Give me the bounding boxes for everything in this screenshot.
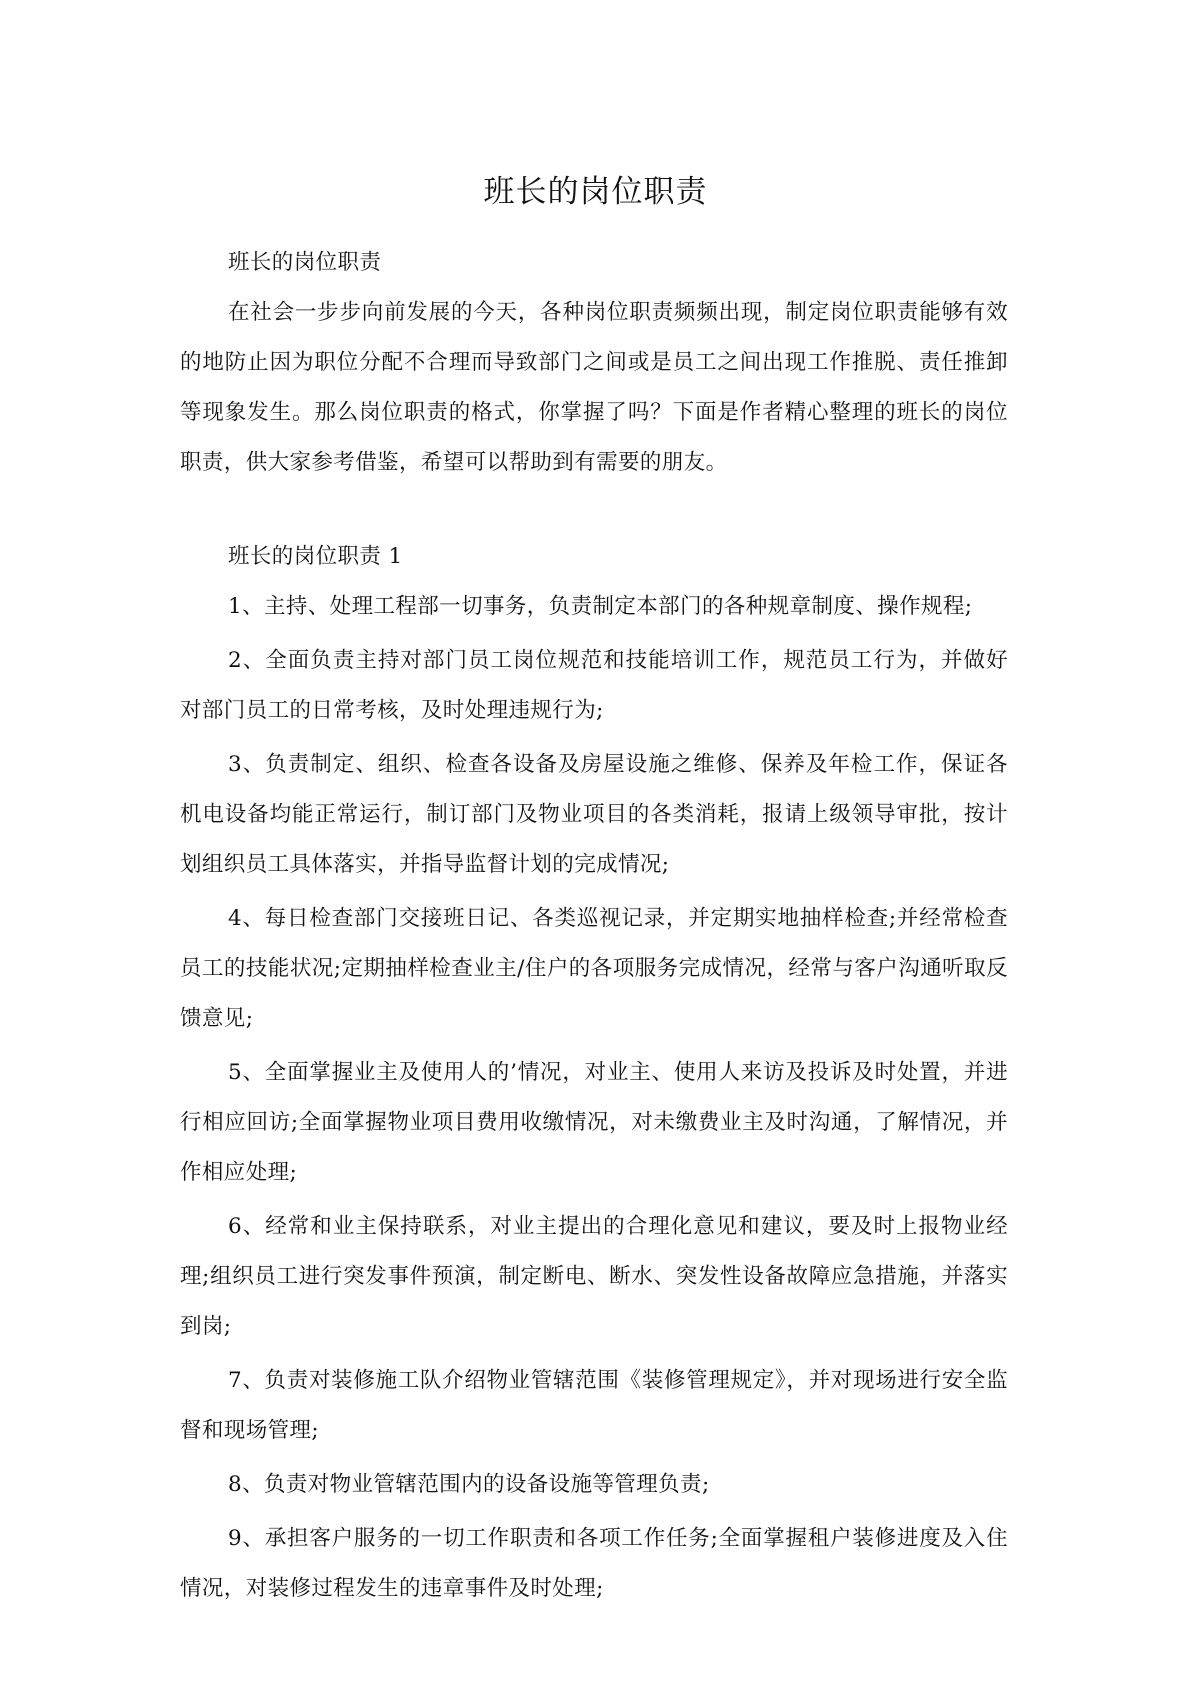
duty-item: 2、全面负责主持对部门员工岗位规范和技能培训工作，规范员工行为，并做好对部门员工的日常考核，及时处理违规行为; bbox=[180, 648, 1008, 723]
duty-item: 8、负责对物业管辖范围内的设备设施等管理负责; bbox=[228, 1472, 710, 1497]
subtitle: 班长的岗位职责 bbox=[228, 250, 382, 275]
duty-item: 6、经常和业主保持联系，对业主提出的合理化意见和建议，要及时上报物业经理;组织员工进行突发事件预演，制定断电、断水、突发性设备故障应急措施，并落实到岗; bbox=[180, 1214, 1008, 1339]
intro-paragraph: 在社会一步步向前发展的今天，各种岗位职责频频出现，制定岗位职责能够有效的地防止因为职位分配不合理而导致部门之间或是员工之间出现工作推脱、责任推卸等现象发生。那么岗位职责的格式，你掌握了吗？下面是作者精心整理的班长的岗位职责，供大家参考借鉴，希望可以帮助到有需要的朋友。 bbox=[180, 300, 1008, 475]
duty-item: 1、主持、处理工程部一切事务，负责制定本部门的各种规章制度、操作规程; bbox=[228, 594, 973, 619]
document-body bbox=[180, 238, 1008, 1618]
duty-item: 9、承担客户服务的一切工作职责和各项工作任务;全面掌握租户装修进度及入住情况，对装修过程发生的违章事件及时处理; bbox=[180, 1526, 1008, 1601]
document-title: 班长的岗位职责 bbox=[483, 174, 708, 210]
duty-item: 4、每日检查部门交接班日记、各类巡视记录，并定期实地抽样检查;并经常检查员工的技能状况;定期抽样检查业主/住户的各项服务完成情况，经常与客户沟通听取反馈意见; bbox=[180, 906, 1008, 1031]
section-heading: 班长的岗位职责 1 bbox=[228, 544, 403, 569]
duty-item: 5、全面掌握业主及使用人的’情况，对业主、使用人来访及投诉及时处置，并进行相应回访;全面掌握物业项目费用收缴情况，对未缴费业主及时沟通，了解情况，并作相应处理; bbox=[180, 1060, 1008, 1185]
duty-item: 7、负责对装修施工队介绍物业管辖范围《装修管理规定》，并对现场进行安全监督和现场管理; bbox=[180, 1368, 1008, 1443]
duty-item: 3、负责制定、组织、检查各设备及房屋设施之维修、保养及年检工作，保证各机电设备均能正常运行，制订部门及物业项目的各类消耗，报请上级领导审批，按计划组织员工具体落实，并指导监督计划的完成情况; bbox=[180, 752, 1008, 877]
